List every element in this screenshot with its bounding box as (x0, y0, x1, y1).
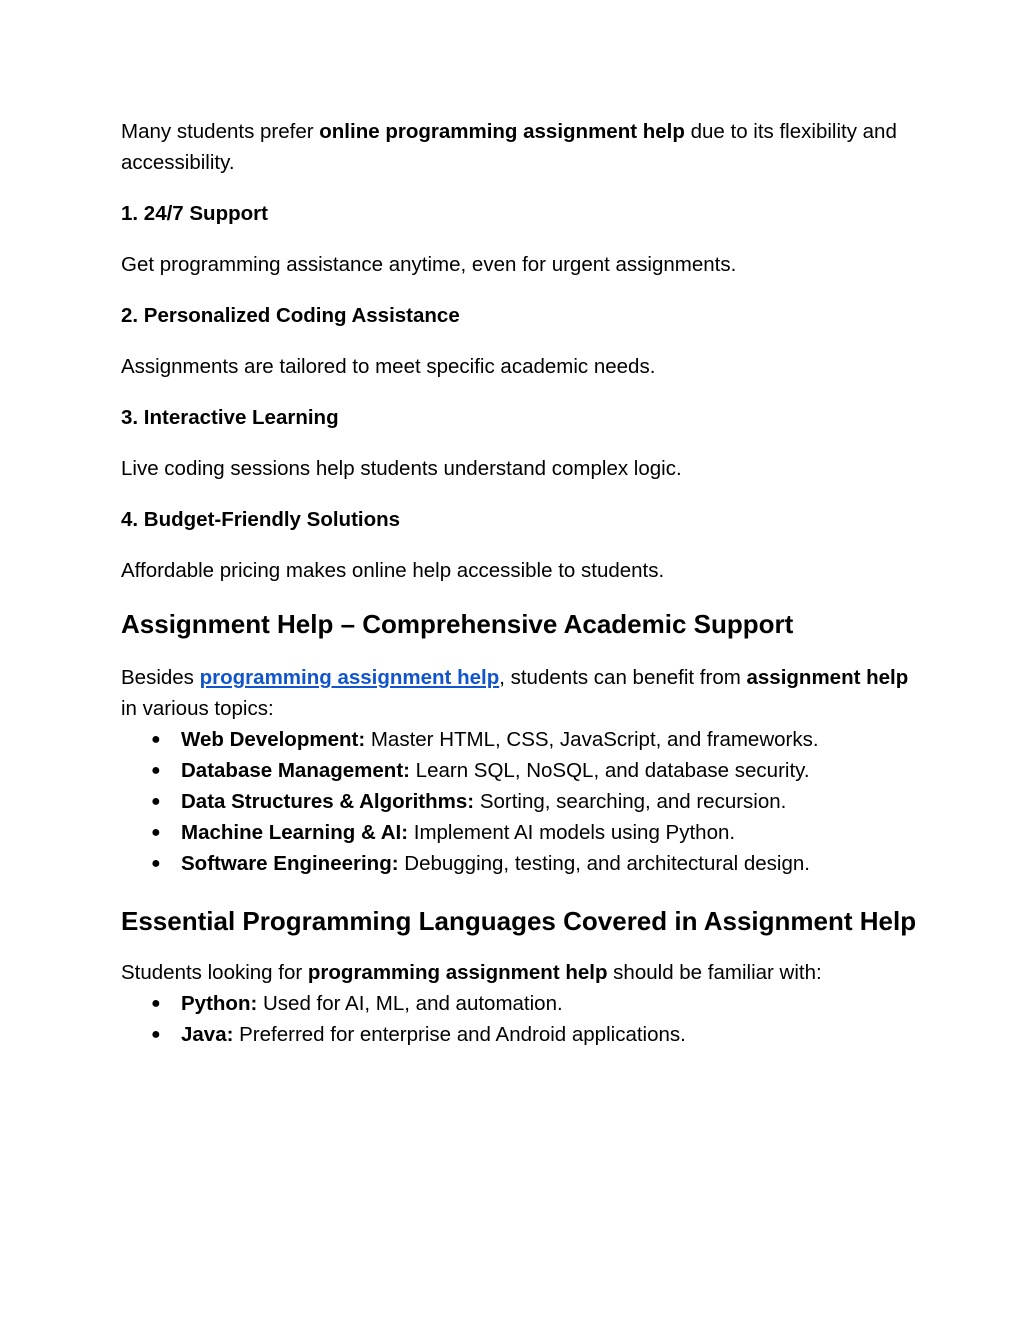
intro-paragraph (121, 116, 921, 178)
assignment-text-after: in various topics: (121, 697, 274, 720)
list-item-label: Software Engineering: (181, 852, 399, 875)
point-title-2: 2. Personalized Coding Assistance (121, 304, 460, 327)
list-item-text: Sorting, searching, and recursion. (474, 790, 787, 813)
point-title-1: 1. 24/7 Support (121, 202, 268, 225)
bullet-icon: ● (151, 731, 161, 748)
bullet-icon: ● (151, 793, 161, 810)
bullet-icon: ● (151, 995, 161, 1012)
list-item-text: Preferred for enterprise and Android applications. (233, 1023, 686, 1046)
assignment-help-paragraph (121, 662, 921, 724)
languages-list (121, 988, 921, 1050)
list-item (121, 755, 921, 786)
point-text-2: Assignments are tailored to meet specific academic needs. (121, 355, 656, 378)
list-item-label: Database Management: (181, 759, 410, 782)
bullet-icon: ● (151, 762, 161, 779)
languages-paragraph (121, 957, 921, 988)
intro-bold-phrase: online programming assignment help (319, 120, 685, 143)
bullet-icon: ● (151, 855, 161, 872)
programming-assignment-help-link[interactable]: programming assignment help (199, 666, 500, 689)
intro-text-after: due to its flexibility and accessibility. (121, 120, 897, 174)
point-text-1: Get programming assistance anytime, even for urgent assignments. (121, 253, 737, 276)
point-title-3: 3. Interactive Learning (121, 406, 339, 429)
list-item (121, 817, 921, 848)
languages-bold-phrase: programming assignment help (307, 961, 608, 984)
languages-text-after: should be familiar with: (607, 961, 822, 984)
list-item-label: Web Development: (181, 728, 366, 751)
list-item-label: Machine Learning & AI: (181, 821, 409, 844)
assignment-text-before: Besides (121, 666, 200, 689)
list-item-text: Master HTML, CSS, JavaScript, and frameworks. (365, 728, 819, 751)
intro-text-before: Many students prefer (121, 120, 320, 143)
list-item-label: Java: (181, 1023, 234, 1046)
bullet-icon: ● (151, 1026, 161, 1043)
list-item (121, 988, 921, 1019)
bullet-icon: ● (151, 824, 161, 841)
list-item-text: Debugging, testing, and architectural design. (398, 852, 810, 875)
list-item (121, 724, 921, 755)
list-item-label: Python: (181, 992, 258, 1015)
assignment-text-mid: , students can benefit from (499, 666, 747, 689)
list-item-text: Learn SQL, NoSQL, and database security. (409, 759, 810, 782)
languages-heading: Essential Programming Languages Covered in Assignment Help (121, 906, 917, 936)
point-text-3: Live coding sessions help students understand complex logic. (121, 457, 682, 480)
list-item (121, 848, 921, 879)
assignment-bold-phrase: assignment help (746, 666, 909, 689)
list-item (121, 786, 921, 817)
list-item-text: Implement AI models using Python. (408, 821, 736, 844)
assignment-help-heading: Assignment Help – Comprehensive Academic Support (121, 609, 794, 639)
point-title-4: 4. Budget-Friendly Solutions (121, 508, 401, 531)
list-item-label: Data Structures & Algorithms: (181, 790, 475, 813)
languages-text-before: Students looking for (121, 961, 308, 984)
point-text-4: Affordable pricing makes online help accessible to students. (121, 559, 665, 582)
document-page (121, 116, 921, 1050)
list-item-text: Used for AI, ML, and automation. (257, 992, 563, 1015)
topics-list (121, 724, 921, 879)
list-item (121, 1019, 921, 1050)
